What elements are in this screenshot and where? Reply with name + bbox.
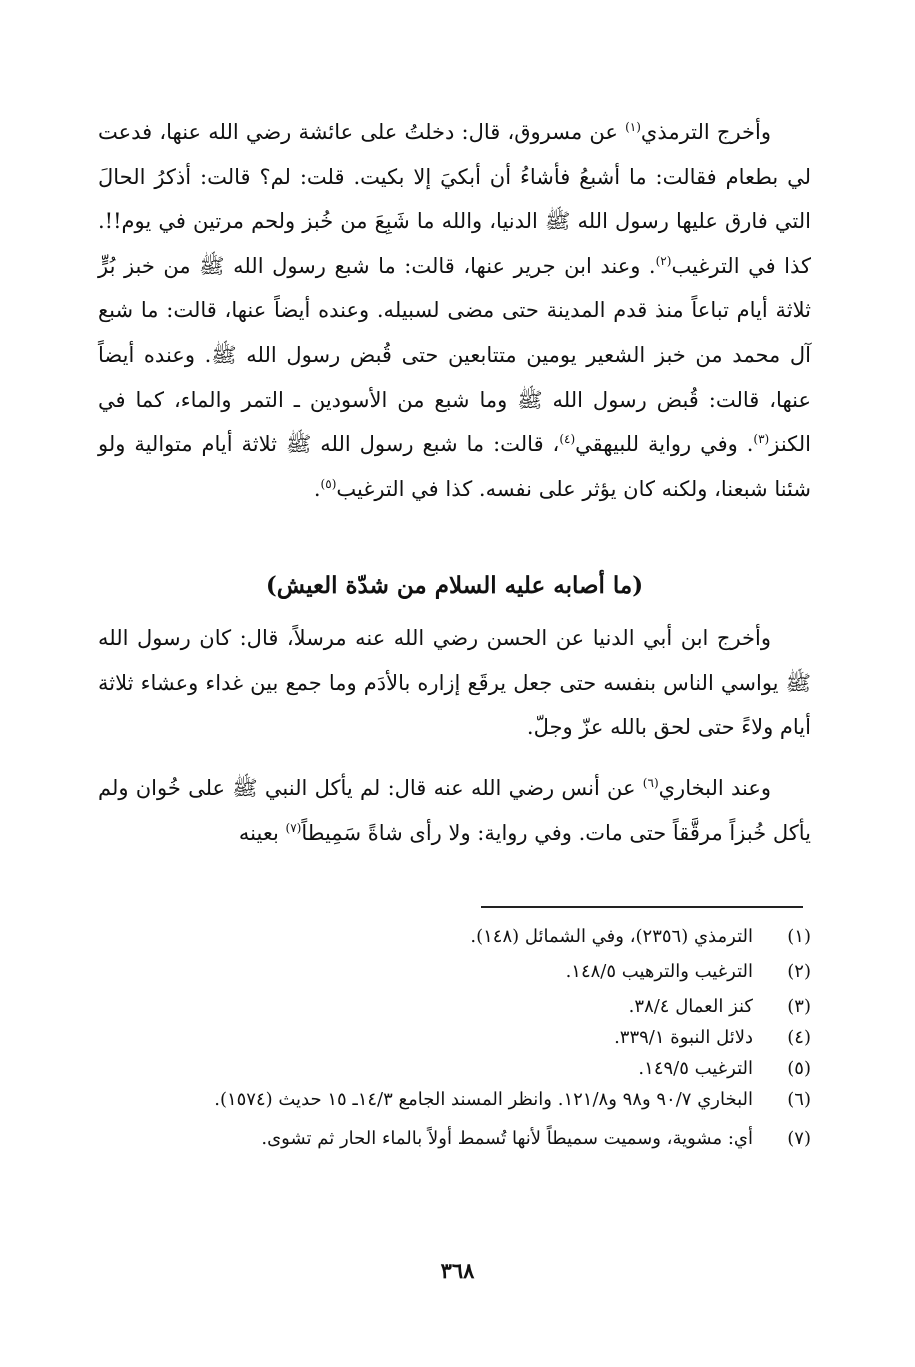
footnote-ref-6[interactable]: (٦)	[642, 776, 659, 790]
footnote-number: (٢)	[787, 961, 811, 982]
section-heading: (ما أصابه عليه السلام من شدّة العيش)	[265, 572, 644, 599]
footnote-5	[98, 1054, 811, 1084]
footnote-number: (٣)	[787, 996, 811, 1017]
paragraph-3-intro: وعند البخاري	[658, 776, 771, 800]
footnote-number: (٥)	[787, 1058, 811, 1079]
footnote-number: (٦)	[787, 1089, 811, 1110]
footnote-6	[98, 1085, 811, 1115]
page-number: ٣٦٨	[440, 1258, 475, 1283]
footnote-text: أي: مشوية، وسميت سميطاً لأنها تُسمط أولاً بالماء الحار ثم تشوى.	[261, 1128, 753, 1149]
paragraph-3	[98, 766, 811, 855]
footnote-ref-2[interactable]: (٢)	[655, 253, 672, 268]
paragraph-2	[98, 616, 811, 750]
paragraph-1-intro: وأخرج الترمذي	[640, 120, 772, 144]
footnote-1	[98, 922, 811, 952]
footnote-4	[98, 1023, 811, 1053]
footnote-ref-7[interactable]: (٧)	[285, 820, 302, 835]
paragraph-1-text-5: .	[313, 476, 321, 501]
footnote-2	[98, 957, 811, 987]
footnote-number: (٧)	[787, 1128, 811, 1149]
footnote-7	[98, 1124, 811, 1154]
paragraph-1-text-2: . وعند ابن جرير عنها، قالت: ما شبع رسول الله ﷺ من خبز بُرٍّ ثلاثة أيام تباعاً منذ قدم المدينة حتى مضى لسبيله. وعنده أيضاً عنها، قالت: ما شبع آل محمد من خبز الشعير يومين متتابعين حتى قُبض رسول الله ﷺ. وعنده أيضاً عنها، قالت: قُبض رسول الله ﷺ وما شبع من الأسودين ـ التمر والماء، كما في الكنز	[98, 253, 811, 457]
footnote-ref-4[interactable]: (٤)	[559, 432, 576, 447]
footnote-divider	[481, 906, 803, 908]
footnote-text: البخاري ٩٠/٧ و٩٨ و١٢١/٨. وانظر المسند الجامع ١٤/٣ـ ١٥ حديث (١٥٧٤).	[214, 1089, 753, 1110]
footnote-3	[98, 992, 811, 1022]
footnotes	[98, 922, 811, 1159]
paragraph-1-text-3: . وفي رواية للبيهقي	[575, 432, 754, 457]
paragraph-3-text-1: عن أنس رضي الله عنه قال: لم يأكل النبي ﷺ على خُوان ولم يأكل خُبزاً مرقَّقاً حتى مات. وفي رواية: ولا رأى شاةً سَمِيطاً	[98, 776, 811, 845]
footnote-text: كنز العمال ٣٨/٤.	[628, 996, 753, 1017]
footnote-number: (١)	[787, 926, 811, 947]
footnote-text: دلائل النبوة ٣٣٩/١.	[614, 1027, 753, 1048]
paragraph-1	[98, 110, 811, 511]
footnote-number: (٤)	[787, 1027, 811, 1048]
paragraph-2-text: وأخرج ابن أبي الدنيا عن الحسن رضي الله عنه مرسلاً، قال: كان رسول الله ﷺ يواسي الناس بنفسه حتى جعل يرقَع إزاره بالأدَم وما جمع بين غداء وعشاء ثلاثة أيام ولاءً حتى لحق بالله عزّ وجلّ.	[98, 626, 811, 740]
paragraph-1-text-1: عن مسروق، قال: دخلتُ على عائشة رضي الله عنها، فدعت لي بطعام فقالت: ما أشبعُ فأشاءُ أن أبكيَ إلا بكيت. قلت: لم؟ قالت: أذكرُ الحالَ التي فارق عليها رسول الله ﷺ الدنيا، والله ما شَبِعَ من خُبز ولحم مرتين في يوم!!. كذا في الترغيب	[98, 120, 812, 278]
paragraph-3-text-2: بعينه	[238, 820, 286, 845]
footnote-text: الترمذي (٢٣٥٦)، وفي الشمائل (١٤٨).	[470, 926, 753, 947]
footnote-ref-5[interactable]: (٥)	[320, 476, 337, 491]
footnote-ref-1[interactable]: (١)	[625, 120, 641, 134]
footnote-ref-3[interactable]: (٣)	[753, 432, 770, 447]
footnote-text: الترغيب ١٤٩/٥.	[638, 1058, 753, 1079]
paragraph-1-text-4: ، قالت: ما شبع رسول الله ﷺ ثلاثة أيام متوالية ولو شئنا شبعنا، ولكنه كان يؤثر على نفسه. كذا في الترغيب	[98, 432, 811, 501]
footnote-text: الترغيب والترهيب ١٤٨/٥.	[565, 961, 753, 982]
